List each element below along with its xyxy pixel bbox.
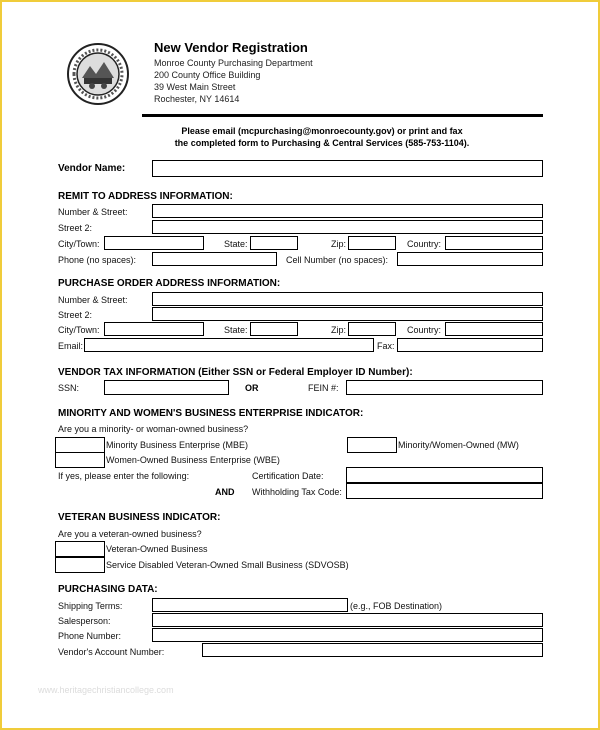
remit-cell-label: Cell Number (no spaces):: [286, 255, 389, 265]
remit-street-label: Number & Street:: [58, 207, 128, 217]
po-fax-label: Fax:: [377, 341, 395, 351]
mwbe-ifyes-label: If yes, please enter the following:: [58, 471, 190, 481]
wbe-label: Women-Owned Business Enterprise (WBE): [106, 455, 280, 465]
po-state-label: State:: [224, 325, 248, 335]
mwbe-question: Are you a minority- or woman-owned business?: [58, 424, 249, 434]
purchasing-heading: PURCHASING DATA:: [58, 584, 158, 595]
fein-field[interactable]: [346, 380, 543, 395]
po-street-field[interactable]: [152, 292, 543, 306]
po-street2-label: Street 2:: [58, 310, 93, 320]
cert-date-label: Certification Date:: [252, 471, 324, 481]
remit-phone-label: Phone (no spaces):: [58, 255, 137, 265]
mwbe-heading: MINORITY AND WOMEN'S BUSINESS ENTERPRISE INDICATOR:: [58, 408, 364, 419]
po-state-field[interactable]: [250, 322, 298, 336]
remit-city-field[interactable]: [104, 236, 204, 250]
remit-street-field[interactable]: [152, 204, 543, 218]
po-city-field[interactable]: [104, 322, 204, 336]
remit-street2-field[interactable]: [152, 220, 543, 234]
address-line: 200 County Office Building: [154, 70, 261, 80]
mbe-label: Minority Business Enterprise (MBE): [106, 440, 249, 450]
remit-state-label: State:: [224, 239, 248, 249]
remit-city-label: City/Town:: [58, 239, 100, 249]
account-number-label: Vendor's Account Number:: [58, 647, 165, 657]
phone-number-label: Phone Number:: [58, 631, 122, 641]
remit-country-label: Country:: [407, 239, 442, 249]
po-email-label: Email:: [58, 341, 84, 351]
withholding-label: Withholding Tax Code:: [252, 487, 342, 497]
phone-number-field[interactable]: [152, 628, 543, 642]
remit-state-field[interactable]: [250, 236, 298, 250]
ssn-field[interactable]: [104, 380, 229, 395]
po-country-field[interactable]: [445, 322, 543, 336]
salesperson-field[interactable]: [152, 613, 543, 627]
mw-label: Minority/Women-Owned (MW): [398, 440, 519, 450]
salesperson-label: Salesperson:: [58, 616, 111, 626]
vendor-name-label: Vendor Name:: [58, 163, 126, 174]
header-divider: [142, 114, 543, 117]
sdvosb-label: Service Disabled Veteran-Owned Small Business (SDVOSB): [106, 560, 349, 570]
mbe-checkbox[interactable]: [55, 437, 105, 453]
remit-zip-field[interactable]: [348, 236, 396, 250]
vendor-name-field[interactable]: [152, 160, 543, 177]
vob-label: Veteran-Owned Business: [106, 544, 208, 554]
veteran-heading: VETERAN BUSINESS INDICATOR:: [58, 512, 221, 523]
remit-street2-label: Street 2:: [58, 223, 93, 233]
tax-or-label: OR: [245, 383, 259, 393]
remit-phone-field[interactable]: [152, 252, 277, 266]
address-line: Monroe County Purchasing Department: [154, 58, 313, 68]
county-seal-icon: [66, 42, 130, 106]
ssn-label: SSN:: [58, 383, 80, 393]
shipping-hint: (e.g., FOB Destination): [350, 601, 443, 611]
wbe-checkbox[interactable]: [55, 452, 105, 468]
submission-notice: Please email (mcpurchasing@monroecounty.gov) or print and fax: [181, 126, 463, 136]
account-number-field[interactable]: [202, 643, 543, 657]
vob-checkbox[interactable]: [55, 541, 105, 557]
fein-label: FEIN #:: [308, 383, 339, 393]
withholding-field[interactable]: [346, 483, 543, 499]
form-title: New Vendor Registration: [154, 40, 308, 55]
veteran-question: Are you a veteran-owned business?: [58, 529, 202, 539]
remit-cell-field[interactable]: [397, 252, 543, 266]
po-email-field[interactable]: [84, 338, 374, 352]
po-zip-label: Zip:: [331, 325, 347, 335]
sdvosb-checkbox[interactable]: [55, 557, 105, 573]
tax-heading: VENDOR TAX INFORMATION (Either SSN or Federal Employer ID Number):: [58, 367, 413, 378]
submission-notice: the completed form to Purchasing & Central Services (585-753-1104).: [174, 138, 470, 148]
address-line: Rochester, NY 14614: [154, 94, 240, 104]
cert-date-field[interactable]: [346, 467, 543, 483]
po-zip-field[interactable]: [348, 322, 396, 336]
mwbe-and-label: AND: [215, 487, 235, 497]
remit-zip-label: Zip:: [331, 239, 347, 249]
shipping-field[interactable]: [152, 598, 348, 612]
po-street-label: Number & Street:: [58, 295, 128, 305]
shipping-label: Shipping Terms:: [58, 601, 123, 611]
po-city-label: City/Town:: [58, 325, 100, 335]
remit-heading: REMIT TO ADDRESS INFORMATION:: [58, 191, 233, 202]
po-street2-field[interactable]: [152, 307, 543, 321]
remit-country-field[interactable]: [445, 236, 543, 250]
po-fax-field[interactable]: [397, 338, 543, 352]
watermark: www.heritagechristiancollege.com: [38, 685, 174, 695]
address-line: 39 West Main Street: [154, 82, 236, 92]
po-heading: PURCHASE ORDER ADDRESS INFORMATION:: [58, 278, 281, 289]
mw-checkbox[interactable]: [347, 437, 397, 453]
po-country-label: Country:: [407, 325, 442, 335]
